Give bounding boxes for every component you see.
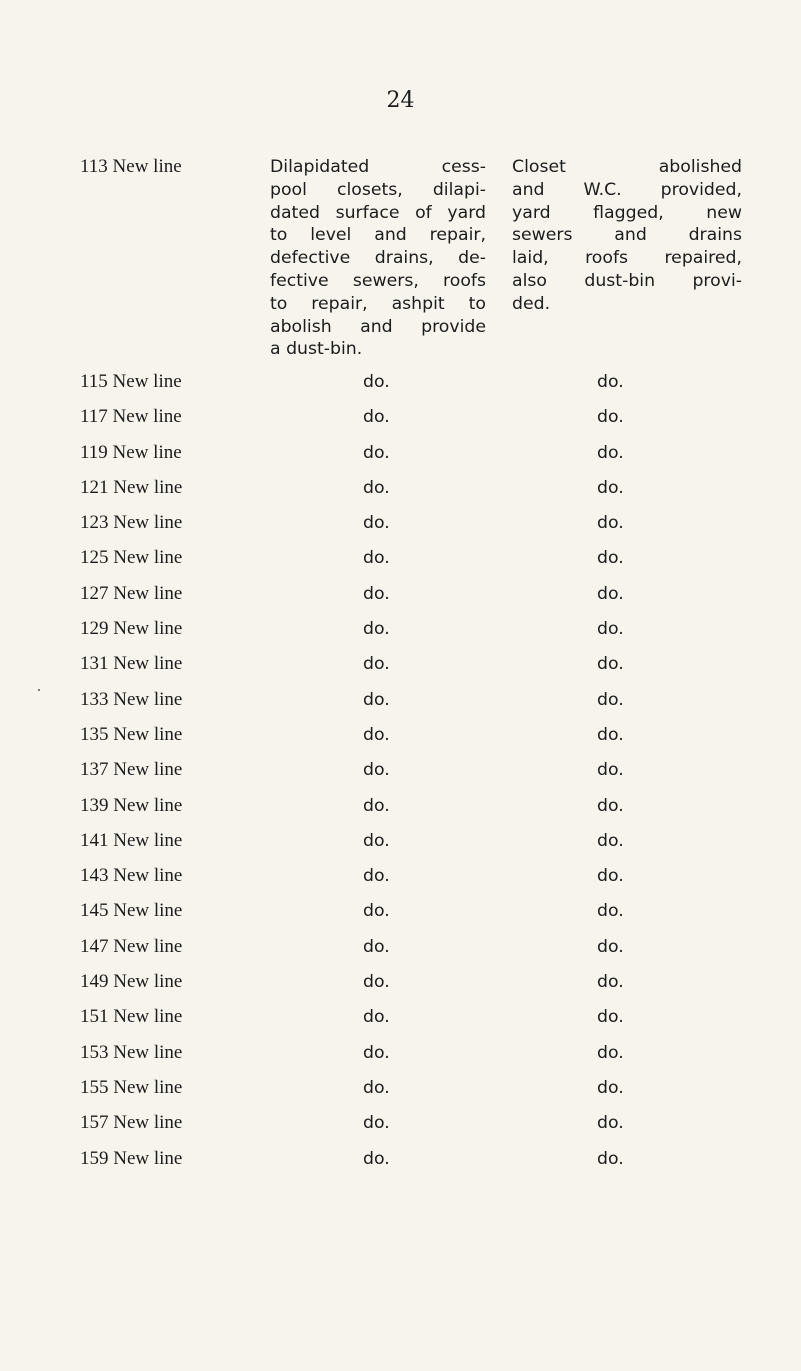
table-row: [0, 371, 801, 406]
condition-line: abolish and provide: [270, 316, 486, 337]
action-ditto: do.: [597, 795, 624, 816]
table-row: [0, 477, 801, 512]
condition-line: pool closets, dilapi-: [270, 179, 486, 200]
address: 119 New line: [80, 441, 182, 463]
address: 121 New line: [80, 476, 183, 498]
condition-ditto: do.: [363, 619, 390, 640]
action-ditto: do.: [597, 477, 624, 498]
table-row: [0, 547, 801, 582]
table-row: [0, 1042, 801, 1077]
condition-ditto: do.: [363, 407, 390, 428]
table-row: [0, 618, 801, 653]
address: 159 New line: [80, 1147, 183, 1169]
action-ditto: do.: [597, 654, 624, 675]
condition-line: a dust-bin.: [270, 339, 363, 360]
table-row-first: [0, 156, 801, 378]
condition-ditto: do.: [363, 689, 390, 710]
action-line: ded.: [512, 293, 551, 314]
condition-ditto: do.: [363, 1077, 390, 1098]
table-row: [0, 900, 801, 935]
address: 123 New line: [80, 512, 183, 534]
action-ditto: do.: [597, 830, 624, 851]
condition-ditto: do.: [363, 901, 390, 922]
action-ditto: do.: [597, 866, 624, 887]
table-row: [0, 830, 801, 865]
table-row: [0, 759, 801, 794]
table-row: [0, 1148, 801, 1183]
condition-line: Dilapidated cess-: [270, 157, 486, 177]
condition-ditto: do.: [363, 866, 390, 887]
action-line: laid, roofs repaired,: [512, 248, 742, 269]
address: 113 New line: [80, 156, 182, 177]
table-row: [0, 512, 801, 547]
table-row: [0, 865, 801, 900]
action-line: also dust-bin provi-: [512, 270, 742, 291]
condition-ditto: do.: [363, 654, 390, 675]
action-ditto: do.: [597, 1113, 624, 1134]
condition-ditto: do.: [363, 372, 390, 392]
condition-ditto: do.: [363, 972, 390, 993]
condition-ditto: do.: [363, 583, 390, 604]
action-line: and W.C. provided,: [512, 179, 742, 200]
action-line: yard flagged, new: [512, 202, 742, 223]
action-ditto: do.: [597, 407, 624, 428]
condition-ditto: do.: [363, 1007, 390, 1028]
address: 117 New line: [80, 406, 182, 428]
condition-line: defective drains, de-: [270, 248, 486, 269]
action-line: Closet abolished: [512, 157, 742, 177]
address: 115 New line: [80, 371, 182, 392]
action-ditto: do.: [597, 619, 624, 640]
address: 135 New line: [80, 723, 183, 745]
address: 137 New line: [80, 759, 183, 781]
action-ditto: do.: [597, 1077, 624, 1098]
action-ditto: do.: [597, 1007, 624, 1028]
table-row: [0, 1006, 801, 1041]
address: 129 New line: [80, 618, 183, 640]
condition-ditto: do.: [363, 795, 390, 816]
table-row: [0, 442, 801, 477]
address: 139 New line: [80, 794, 183, 816]
table-row: [0, 936, 801, 971]
condition-ditto: do.: [363, 477, 390, 498]
print-speck: [38, 689, 40, 691]
address: 131 New line: [80, 653, 183, 675]
action-ditto: do.: [597, 583, 624, 604]
table-row: [0, 971, 801, 1006]
address: 127 New line: [80, 582, 183, 604]
condition-line: to repair, ashpit to: [270, 293, 486, 314]
address: 157 New line: [80, 1112, 183, 1134]
condition-ditto: do.: [363, 1113, 390, 1134]
condition-line: dated surface of yard: [270, 202, 486, 223]
action-ditto: do.: [597, 1042, 624, 1063]
table-body: [0, 371, 801, 1183]
action-ditto: do.: [597, 372, 624, 392]
action-ditto: do.: [597, 548, 624, 569]
action-ditto: do.: [597, 513, 624, 534]
action-ditto: do.: [597, 936, 624, 957]
condition-ditto: do.: [363, 830, 390, 851]
address: 143 New line: [80, 865, 183, 887]
page-number: 24: [386, 88, 415, 113]
action-line: sewers and drains: [512, 225, 742, 246]
condition-line: fective sewers, roofs: [270, 270, 486, 291]
table-row: [0, 406, 801, 441]
address: 151 New line: [80, 1006, 183, 1028]
address: 149 New line: [80, 971, 183, 993]
condition-description: [270, 156, 486, 361]
action-ditto: do.: [597, 724, 624, 745]
action-ditto: do.: [597, 689, 624, 710]
condition-ditto: do.: [363, 724, 390, 745]
condition-ditto: do.: [363, 1148, 390, 1169]
action-ditto: do.: [597, 1148, 624, 1169]
table-row: [0, 689, 801, 724]
address: 141 New line: [80, 829, 183, 851]
action-ditto: do.: [597, 442, 624, 463]
condition-ditto: do.: [363, 760, 390, 781]
condition-line: to level and repair,: [270, 225, 486, 246]
condition-ditto: do.: [363, 513, 390, 534]
table-row: [0, 1112, 801, 1147]
address: 145 New line: [80, 900, 183, 922]
condition-ditto: do.: [363, 1042, 390, 1063]
table-row: [0, 583, 801, 618]
address: 153 New line: [80, 1041, 183, 1063]
condition-ditto: do.: [363, 442, 390, 463]
condition-ditto: do.: [363, 548, 390, 569]
address: 133 New line: [80, 688, 183, 710]
address: 125 New line: [80, 547, 183, 569]
action-description: [512, 156, 742, 316]
action-ditto: do.: [597, 901, 624, 922]
address: 155 New line: [80, 1076, 183, 1098]
action-ditto: do.: [597, 972, 624, 993]
table-row: [0, 795, 801, 830]
table-row: [0, 1077, 801, 1112]
table-row: [0, 724, 801, 759]
address: 147 New line: [80, 935, 183, 957]
condition-ditto: do.: [363, 936, 390, 957]
table-row: [0, 653, 801, 688]
action-ditto: do.: [597, 760, 624, 781]
